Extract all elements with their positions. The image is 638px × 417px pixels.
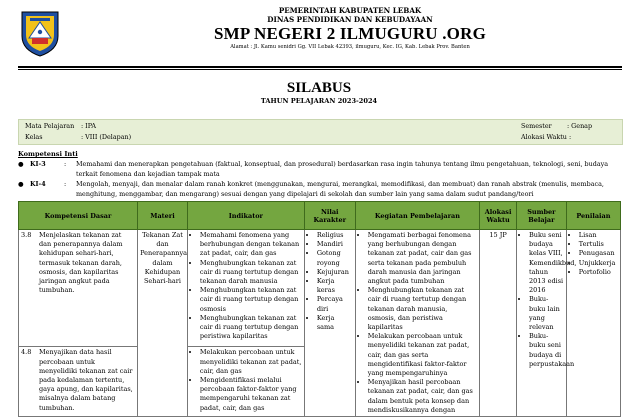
list-item: • Mengidentifikasi melalui percobaan faktor-faktor yang mempengaruhi tekanan zat padat, cair, dan gas <box>200 376 302 413</box>
kd-text: Menjelaskan tekanan zat dan penerapannya dalam kehidupan sehari-hari, termasuk tekanan darah, osmosis, dan kapilaritas jaringan angkut pada tumbuhan. <box>39 231 123 295</box>
mapel-label: Mata Pelajaran <box>25 122 75 130</box>
list-item: • Religius <box>317 231 353 240</box>
bullet-icon: ● <box>18 180 24 188</box>
letterhead <box>70 6 630 51</box>
government-line: PEMERINTAH KABUPATEN LEBAK <box>278 6 422 15</box>
header-alokasi-waktu: Alokasi Waktu <box>480 202 517 230</box>
semester-label: Semester <box>521 122 552 130</box>
materi-cell: Tekanan Zat dan Penerapannya dalam Kehidupan Sehari-hari <box>138 230 188 417</box>
table-header-row <box>19 202 621 230</box>
list-item: • Buku seni budaya kelas VIII, Kemendikbud, tahun 2013 edisi 2016 <box>529 231 564 295</box>
document-title: SILABUS <box>286 80 352 96</box>
syllabus-table <box>18 201 621 417</box>
list-item: • Menyajikan hasil percobaan tekanan zat padat, cair, dan gas dalam bentuk peta konsep dan mendiskusikannya dengan <box>368 378 478 415</box>
header-penilaian: Penilaian <box>566 202 620 230</box>
list-item: • Kerja keras <box>317 277 353 295</box>
list-item: • Tertulis <box>579 240 618 249</box>
ki-code: KI-4 <box>30 180 46 188</box>
school-address: Alamat : Jl. Kamu senidri Gg. VII Lebak 42393, ilmuguru, Kec. IG, Kab. Lebak Prov. Banten <box>230 44 470 50</box>
ki-heading: Kompetensi Inti <box>18 150 78 158</box>
list-item: • Kejujuran <box>317 268 353 277</box>
penilaian-cell <box>566 230 620 417</box>
indikator-cell <box>187 347 304 417</box>
header-divider-thick <box>18 66 622 68</box>
kd-number: 4.8 <box>21 348 32 357</box>
kelas-value: : VIII (Delapan) <box>81 133 132 141</box>
list-item: • Menghubungkan tekanan zat cair di ruang tertutup dengan tekanan darah manusia, osmosis, dan peristiwa kapilaritas <box>368 286 478 332</box>
list-item: • Unjukkerja <box>579 259 618 268</box>
bullet-icon: ● <box>18 160 24 168</box>
list-item: • Melakukan percobaan untuk menyelidiki tekanan zat padat, cair, dan gas <box>200 348 302 376</box>
list-item: • Menghubungkan tekanan zat cair di ruang tertutup dengan peristiwa kapilaritas <box>200 314 302 342</box>
ki-text: Memahami dan menerapkan pengetahuan (faktual, konseptual, dan prosedural) berdasarkan rasa ingin tahunya tentang ilmu pengetahuan, teknologi, seni, budaya terkait fenomena dan kejadian tampak mata <box>76 160 609 178</box>
list-item: • Menghubungkan tekanan zat cair di ruang tertutup dengan tekanan darah manusia <box>200 259 302 287</box>
ki-colon: : <box>64 160 67 168</box>
ki-colon: : <box>64 180 67 188</box>
list-item: • Mandiri <box>317 240 353 249</box>
school-emblem-icon <box>18 8 62 58</box>
department-line: DINAS PENDIDIKAN DAN KEBUDAYAAN <box>267 15 433 24</box>
school-name: SMP NEGERI 2 ILMUGURU .ORG <box>213 24 487 43</box>
header-materi: Materi <box>138 202 188 230</box>
mapel-value: : IPA <box>81 122 97 130</box>
header-divider-thin <box>18 69 622 70</box>
list-item: • Percaya diri <box>317 295 353 313</box>
kd-cell <box>19 230 138 347</box>
semester-value: : Genap <box>567 122 593 130</box>
list-item: • Kerja sama <box>317 314 353 332</box>
nilai-cell <box>304 230 355 417</box>
header-sumber-belajar: Sumber Belajar <box>517 202 567 230</box>
kd-number: 3.8 <box>21 231 32 239</box>
kd-cell <box>19 347 138 417</box>
indikator-cell <box>187 230 304 347</box>
list-item: • Mengamati berbagai fenomena yang berhubungan dengan tekanan zat padat, cair dan gas serta tekanan pada pembuluh darah manusia dan jaringan angkut pada tumbuhan <box>368 231 478 286</box>
list-item: • Lisan <box>579 231 618 240</box>
list-item: • Penugasan <box>579 249 618 258</box>
list-item: • Gotong royong <box>317 249 353 267</box>
list-item: • Buku-buku seni budaya di perpustakaan <box>529 332 564 369</box>
kd-text: Menyajikan data hasil percobaan untuk menyelidiki tekanan zat cair pada kedalaman tertentu, gaya apung, dan kapilaritas, misalnya dalam batang tumbuhan. <box>39 348 133 412</box>
kegiatan-cell <box>355 230 480 417</box>
ki-text: Mengolah, menyaji, dan menalar dalam ranah konkret (menggunakan, mengurai, merangkai, memodifikasi, dan membuat) dan ranah abstrak (menulis, membaca, menghitung, menggambar, dan mengarang) sesuai dengan yang dipelajari di sekolah dan sumber lain yang sama dalam sudut pandang/teori <box>76 180 604 198</box>
list-item: • Portofolio <box>579 268 618 277</box>
header-indikator: Indikator <box>187 202 304 230</box>
header-kegiatan: Kegiatan Pembelajaran <box>355 202 480 230</box>
sumber-cell <box>517 230 577 417</box>
list-item: • Menghubungkan tekanan zat cair di ruang tertutup dengan osmosis <box>200 286 302 314</box>
list-item: • Melakukan percobaan untuk menyelidiki tekanan zat padat, cair, dan gas serta mengidentifikasi faktor-faktor yang mempengaruhinya <box>368 332 478 378</box>
list-item: • Buku-buku lain yang relevan <box>529 295 564 332</box>
alokasi-cell: 15 JP <box>480 230 517 417</box>
header-nilai-karakter: Nilai Karakter <box>304 202 355 230</box>
alokasi-label: Alokasi Waktu <box>521 133 567 141</box>
list-item: • Memahami fenomena yang berhubungan dengan tekanan zat padat, cair, dan gas <box>200 231 302 259</box>
course-info-box <box>18 119 623 145</box>
table-row <box>19 230 621 347</box>
alokasi-value: : <box>569 133 572 141</box>
ki-code: KI-3 <box>30 160 46 168</box>
document-subtitle: TAHUN PELAJARAN 2023-2024 <box>260 97 378 105</box>
kelas-label: Kelas <box>25 133 43 141</box>
header-kompetensi-dasar: Kompetensi Dasar <box>19 202 138 230</box>
